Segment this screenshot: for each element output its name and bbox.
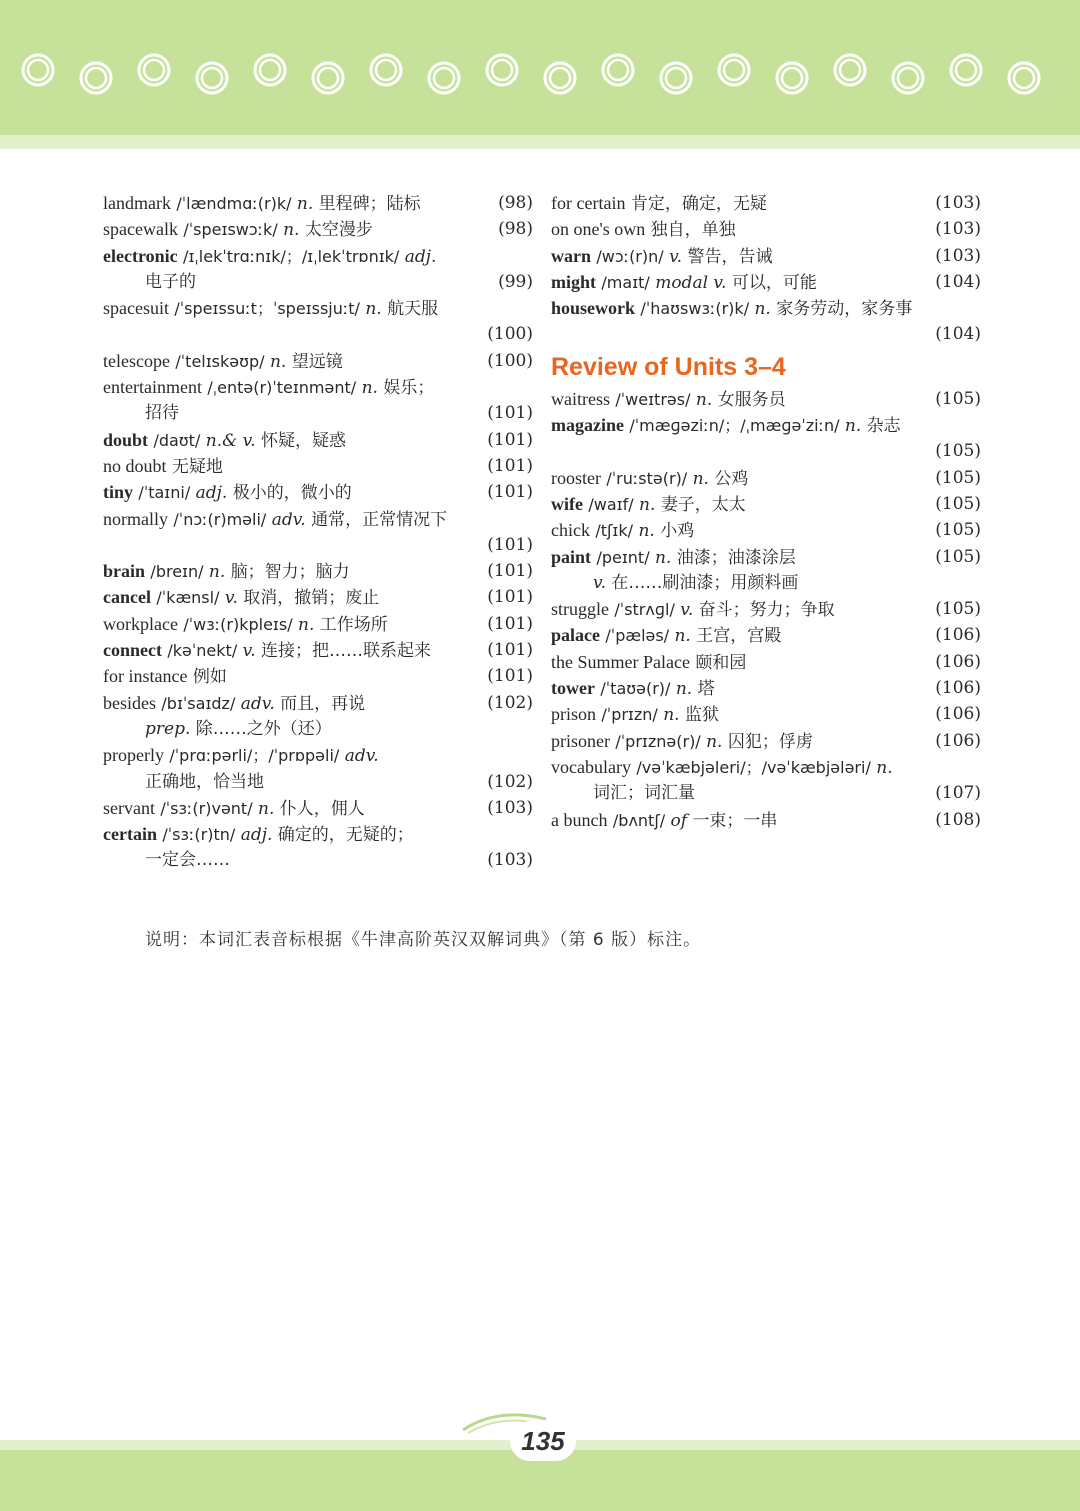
vocab-phonetic: /tʃɪk/	[595, 521, 634, 541]
vocab-line	[103, 611, 533, 637]
vocab-part-of-speech: n.	[296, 194, 314, 214]
vocab-line	[103, 558, 533, 584]
vocab-page-ref: (98)	[498, 219, 533, 240]
vocab-word: spacesuit	[103, 298, 169, 319]
vocab-line	[551, 243, 981, 269]
vocab-word: normally	[103, 508, 168, 529]
vocab-phonetic: /ˈsɜː(r)tn/	[162, 825, 236, 845]
ring-decoration	[550, 68, 570, 88]
vocab-word: properly	[103, 745, 164, 766]
vocab-word: spacewalk	[103, 219, 178, 240]
vocab-line	[103, 190, 533, 216]
vocab-page-ref: (106)	[935, 730, 981, 751]
vocab-definition: 肯定，确定，无疑	[630, 194, 767, 214]
vocab-line	[103, 637, 533, 663]
vocab-definition: 一定会……	[145, 850, 230, 871]
vocab-line	[103, 847, 533, 873]
ring-decoration	[86, 68, 106, 88]
vocab-page-ref: (102)	[487, 692, 533, 713]
vocab-page-ref: (104)	[935, 324, 981, 345]
vocab-phonetic: /ˈmæɡəziːn/；/ˌmæɡəˈziːn/	[629, 416, 840, 436]
vocab-page-ref: (101)	[487, 613, 533, 634]
ring-decoration	[202, 68, 222, 88]
vocab-page-ref: (108)	[935, 809, 981, 830]
vocab-part-of-speech: adj.	[240, 825, 273, 846]
vocab-phonetic: /daʊt/	[153, 430, 201, 450]
vocab-word: cancel	[103, 587, 151, 608]
vocab-page-ref: (101)	[487, 666, 533, 687]
vocab-line	[103, 243, 533, 269]
vocab-word: struggle	[551, 599, 609, 620]
vocab-page-ref: (103)	[935, 193, 981, 213]
vocab-line	[551, 780, 981, 806]
vocab-column-right	[551, 190, 981, 833]
vocab-definition: 太空漫步	[304, 220, 373, 241]
vocab-definition: 监狱	[684, 705, 719, 726]
vocab-line	[551, 386, 981, 412]
vocab-page-ref: (106)	[935, 678, 981, 699]
vocab-phonetic: /ˈpæləs/	[605, 626, 670, 646]
vocab-line	[551, 807, 981, 833]
vocab-definition: 小鸡	[660, 521, 695, 542]
vocab-line	[551, 491, 981, 517]
vocab-page-ref: (106)	[935, 651, 981, 672]
vocab-part-of-speech: modal v.	[655, 272, 727, 293]
vocab-line	[103, 690, 533, 716]
vocab-phonetic: /ˈweɪtrəs/	[615, 389, 691, 409]
vocab-line	[103, 295, 533, 321]
vocab-definition: 公鸡	[714, 468, 749, 489]
vocab-definition: 工作场所	[319, 614, 388, 635]
vocab-line	[103, 716, 533, 742]
vocab-page-ref: (103)	[935, 219, 981, 240]
vocab-phonetic: /bʌntʃ/	[612, 810, 666, 830]
vocab-word: wife	[551, 493, 583, 514]
vocab-definition: 娱乐；	[383, 378, 435, 399]
vocab-line	[103, 400, 533, 426]
vocab-definition: 塔	[697, 679, 715, 700]
vocab-page-ref: (104)	[935, 271, 981, 292]
vocab-definition: 无疑地	[171, 456, 223, 477]
vocab-page-ref: (105)	[935, 467, 981, 488]
vocab-word: prison	[551, 704, 596, 725]
vocab-line	[103, 506, 533, 532]
vocab-word: for instance	[103, 666, 188, 687]
vocab-part-of-speech: n.	[258, 798, 275, 819]
vocab-part-of-speech: n.	[706, 731, 723, 752]
vocab-part-of-speech: prep.	[145, 718, 191, 739]
vocab-line	[551, 295, 981, 321]
vocab-line	[551, 544, 981, 570]
vocab-part-of-speech: n.	[844, 416, 862, 437]
vocab-page-ref: (101)	[487, 587, 533, 608]
vocab-part-of-speech: adj.	[195, 483, 228, 504]
ring-decoration	[724, 60, 744, 80]
vocab-definition: 警告，告诫	[687, 246, 773, 267]
vocab-line	[551, 321, 981, 347]
vocab-page-ref: (101)	[487, 534, 533, 555]
vocab-phonetic: /ɪˌlekˈtrɑːnɪk/；/ɪˌlekˈtrɒnɪk/	[183, 246, 400, 266]
vocab-part-of-speech: n.	[208, 562, 226, 583]
vocab-phonetic: /ˈhaʊswɜː(r)k/	[640, 299, 750, 319]
vocab-part-of-speech: adv.	[240, 693, 275, 714]
vocab-word: telescope	[103, 350, 170, 371]
vocab-page-ref: (99)	[498, 271, 533, 292]
ring-decoration	[608, 60, 628, 80]
vocab-definition: 连接；把……联系起来	[261, 641, 432, 662]
vocab-phonetic: /ˈwɜː(r)kpleɪs/	[183, 614, 293, 634]
header-rings-decoration	[0, 0, 1080, 135]
vocab-line	[103, 453, 533, 479]
ring-decoration	[28, 60, 48, 80]
vocab-part-of-speech: n.	[298, 614, 315, 635]
ring-decoration	[492, 60, 512, 80]
vocab-word: landmark	[103, 193, 171, 213]
vocab-line	[103, 769, 533, 795]
vocab-page-ref: (100)	[487, 324, 533, 345]
vocab-phonetic: /ˈtaɪni/	[138, 483, 191, 503]
vocab-part-of-speech: n.	[638, 521, 655, 542]
vocab-definition: 脑；智力；脑力	[230, 562, 350, 583]
vocab-line	[103, 216, 533, 242]
vocab-line	[103, 663, 533, 689]
vocab-page-ref: (105)	[935, 493, 981, 514]
vocab-part-of-speech: n.	[269, 351, 287, 372]
ring-decoration	[434, 68, 454, 88]
vocab-phonetic: /vəˈkæbjəleri/；/vəˈkæbjələri/	[636, 757, 871, 777]
vocab-part-of-speech: n.	[654, 547, 672, 568]
vocab-line	[551, 754, 981, 780]
ring-decoration	[260, 60, 280, 80]
vocab-part-of-speech: n.	[663, 705, 680, 726]
vocab-line	[103, 479, 533, 505]
vocab-page-ref: (101)	[487, 482, 533, 503]
ring-decoration	[782, 68, 802, 88]
vocab-phonetic: /kəˈnekt/	[167, 641, 238, 661]
vocab-line	[103, 584, 533, 610]
vocab-word: magazine	[551, 415, 624, 436]
vocab-definition: 取消，撤销；废止	[243, 588, 380, 609]
vocab-phonetic: /waɪf/	[588, 494, 634, 514]
vocab-definition: 望远镜	[291, 351, 343, 372]
vocab-definition: 航天服	[387, 299, 439, 320]
vocab-word: rooster	[551, 467, 601, 488]
vocab-phonetic: /peɪnt/	[596, 547, 650, 567]
vocab-line	[103, 427, 533, 453]
ring-decoration	[318, 68, 338, 88]
section-title: Review of Units 3–4	[551, 352, 786, 381]
vocab-definition: 在……刷油漆；用颜料画	[611, 572, 799, 593]
vocab-line	[551, 438, 981, 464]
vocab-phonetic: /ˈtaʊə(r)/	[600, 679, 671, 699]
vocab-word: palace	[551, 625, 600, 646]
vocab-page-ref: (105)	[935, 520, 981, 541]
vocab-line	[551, 216, 981, 242]
vocab-word: waitress	[551, 388, 610, 409]
vocab-line	[551, 412, 981, 438]
vocab-phonetic: /maɪt/	[601, 272, 650, 292]
vocab-line	[103, 374, 533, 400]
vocab-definition: 除……之外（还）	[195, 718, 332, 739]
page-number: 135	[510, 1421, 576, 1461]
vocab-definition: 电子的	[145, 271, 196, 292]
vocab-phonetic: /ˈspeɪssuːt；ˈspeɪssjuːt/	[174, 299, 360, 319]
vocab-word: a bunch	[551, 809, 608, 830]
vocab-line	[551, 675, 981, 701]
vocab-definition: 独自，单独	[650, 220, 736, 241]
vocab-phonetic: /ˈlændmɑː(r)k/	[176, 194, 292, 213]
vocab-word: connect	[103, 640, 162, 661]
vocab-phonetic: /ˈnɔː(r)məli/	[173, 509, 267, 529]
vocab-definition: 王宫，宫殿	[696, 626, 782, 647]
vocab-word: the Summer Palace	[551, 651, 690, 672]
vocab-line	[551, 269, 981, 295]
vocab-word: no doubt	[103, 455, 167, 476]
ring-decoration	[956, 60, 976, 80]
vocab-line	[103, 821, 533, 847]
vocab-definition: 油漆；油漆涂层	[676, 547, 796, 568]
vocab-phonetic: /bɪˈsaɪdz/	[161, 693, 236, 713]
vocab-definition: 女服务员	[717, 389, 786, 410]
vocab-part-of-speech: v.	[224, 588, 238, 609]
vocab-page-ref: (103)	[487, 850, 533, 871]
vocab-page-ref: (106)	[935, 625, 981, 646]
vocab-word: might	[551, 271, 596, 292]
vocab-phonetic: /ˈkænsl/	[156, 588, 220, 608]
vocab-phonetic: /ˈstrʌɡl/	[614, 600, 675, 620]
vocab-definition: 通常，正常情况下	[311, 509, 448, 530]
vocab-page-ref: (101)	[487, 403, 533, 424]
vocab-definition: 例如	[192, 667, 227, 688]
vocab-line	[551, 190, 981, 216]
vocab-part-of-speech: v.	[242, 641, 256, 662]
vocab-part-of-speech: n.	[675, 679, 693, 700]
vocab-phonetic: /ˈspeɪswɔːk/	[183, 220, 278, 240]
vocab-word: certain	[103, 824, 157, 845]
vocab-part-of-speech: v.	[593, 572, 606, 593]
vocab-word: servant	[103, 797, 155, 818]
vocab-word: vocabulary	[551, 756, 631, 777]
vocab-part-of-speech: n.	[361, 378, 378, 399]
vocab-page-ref: (101)	[487, 455, 533, 476]
vocab-definition: 而且，再说	[280, 693, 366, 714]
vocab-column-left	[103, 190, 533, 874]
ring-decoration	[898, 68, 918, 88]
vocab-line	[551, 622, 981, 648]
vocab-phonetic: /ˈprɑːpərli/；/ˈprɒpəli/	[169, 746, 340, 766]
vocab-part-of-speech: adj.	[404, 246, 437, 267]
vocab-page-ref: (101)	[487, 640, 533, 661]
vocab-phonetic: /ˈprɪznə(r)/	[615, 731, 701, 751]
vocab-word: doubt	[103, 429, 149, 450]
vocab-page-ref: (98)	[498, 193, 533, 213]
vocab-page-ref: (103)	[935, 245, 981, 266]
vocab-definition: 杂志	[866, 416, 901, 437]
vocab-part-of-speech: v.	[669, 246, 683, 267]
vocab-part-of-speech: n.	[365, 299, 382, 320]
vocab-part-of-speech: n.	[695, 389, 713, 410]
vocab-word: chick	[551, 520, 590, 541]
ring-decoration	[376, 60, 396, 80]
vocab-page-ref: (105)	[935, 388, 981, 409]
vocab-part-of-speech: n.	[754, 299, 771, 320]
vocab-part-of-speech: n.	[674, 626, 691, 647]
vocab-page-ref: (106)	[935, 704, 981, 725]
vocab-phonetic: /ˈsɜː(r)vənt/	[160, 798, 253, 818]
vocab-part-of-speech: n.	[876, 757, 893, 778]
ring-decoration	[840, 60, 860, 80]
vocab-part-of-speech: n.	[692, 468, 709, 489]
vocab-part-of-speech: of	[670, 810, 688, 831]
vocab-word: paint	[551, 546, 592, 567]
vocab-definition: 招待	[145, 403, 179, 424]
vocab-line	[103, 348, 533, 374]
vocab-phonetic: /ˈprɪzn/	[601, 705, 658, 725]
vocab-word: on one's own	[551, 219, 646, 240]
vocab-page-ref: (105)	[935, 441, 981, 462]
vocab-definition: 囚犯；俘虏	[727, 731, 813, 752]
vocab-word: warn	[551, 245, 591, 266]
vocab-part-of-speech: adv.	[344, 746, 379, 767]
vocab-phonetic: /ˌentə(r)ˈteɪnmənt/	[207, 378, 357, 398]
header-stripe	[0, 135, 1080, 149]
vocab-line	[103, 532, 533, 558]
vocab-part-of-speech: v.	[680, 600, 694, 621]
vocab-line	[551, 570, 981, 596]
vocab-part-of-speech: adv.	[271, 509, 306, 530]
vocab-definition: 一束；一串	[692, 810, 778, 831]
vocab-definition: 确定的，无疑的；	[277, 825, 414, 846]
vocab-word: electronic	[103, 245, 178, 266]
vocab-line	[551, 465, 981, 491]
vocab-word: housework	[551, 298, 636, 319]
vocab-line	[551, 596, 981, 622]
vocab-definition: 词汇；词汇量	[593, 783, 695, 804]
vocab-line	[103, 795, 533, 821]
vocab-phonetic: /ˈtelɪskəʊp/	[175, 351, 265, 371]
vocab-word: prisoner	[551, 730, 610, 751]
vocab-page-ref: (100)	[487, 350, 533, 371]
vocab-line	[551, 517, 981, 543]
vocab-word: for certain	[551, 193, 626, 213]
vocab-phonetic: /wɔː(r)n/	[596, 246, 664, 266]
vocab-word: workplace	[103, 613, 178, 634]
vocab-page-ref: (101)	[487, 561, 533, 582]
vocab-page-ref: (102)	[487, 771, 533, 792]
ring-decoration	[1014, 68, 1034, 88]
vocab-page-ref: (101)	[487, 429, 533, 450]
vocab-word: brain	[103, 561, 146, 582]
vocab-definition: 怀疑，疑惑	[261, 430, 347, 451]
vocab-phonetic: /breɪn/	[150, 562, 204, 582]
vocab-definition: 家务劳动，家务事	[776, 299, 913, 320]
vocab-word: besides	[103, 692, 156, 713]
vocab-line	[103, 742, 533, 768]
vocab-part-of-speech: n.	[283, 220, 300, 241]
vocab-line	[551, 728, 981, 754]
vocab-page-ref: (103)	[487, 797, 533, 818]
vocab-definition: 里程碑；陆标	[318, 194, 421, 214]
vocab-page-ref: (105)	[935, 546, 981, 567]
vocab-word: entertainment	[103, 377, 202, 398]
vocab-page-ref: (105)	[935, 599, 981, 620]
vocab-part-of-speech: n.& v.	[205, 430, 256, 451]
vocab-line	[103, 321, 533, 347]
vocab-definition: 奋斗；努力；争取	[698, 600, 835, 621]
vocab-line	[103, 269, 533, 295]
vocab-word: tiny	[103, 482, 134, 503]
vocab-line	[551, 649, 981, 675]
vocab-definition: 极小的，微小的	[232, 483, 352, 504]
footnote: 说明：本词汇表音标根据《牛津高阶英汉双解词典》（第 6 版）标注。	[145, 930, 702, 950]
vocab-definition: 正确地，恰当地	[145, 771, 264, 792]
vocab-definition: 可以，可能	[731, 272, 817, 293]
vocab-phonetic: /ˈruːstə(r)/	[606, 468, 688, 488]
vocab-line	[551, 701, 981, 727]
vocab-definition: 妻子，太太	[660, 494, 746, 515]
vocab-page-ref: (107)	[935, 783, 981, 804]
ring-decoration	[666, 68, 686, 88]
ring-decoration	[144, 60, 164, 80]
vocab-part-of-speech: n.	[639, 494, 656, 515]
vocab-definition: 仆人，佣人	[279, 798, 365, 819]
vocab-word: tower	[551, 678, 595, 699]
vocab-definition: 颐和园	[695, 652, 747, 673]
